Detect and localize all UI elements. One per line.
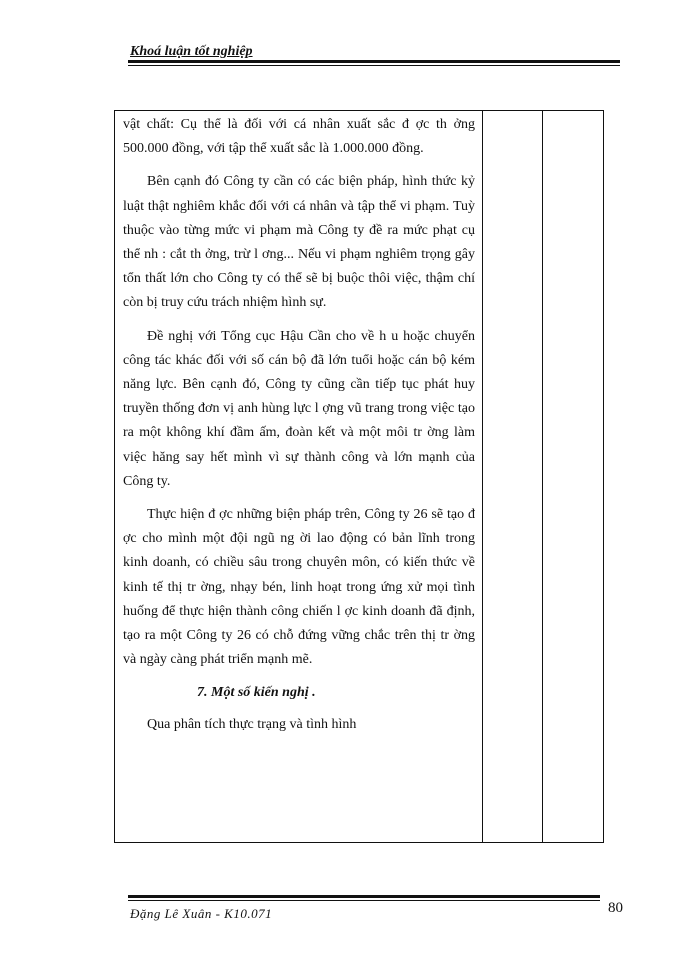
footer-rule-thin	[128, 900, 600, 901]
paragraph-5: Qua phân tích thực trạng và tình hình	[147, 716, 357, 732]
section-heading: 7. Một số kiến nghị .	[197, 685, 316, 701]
header-rule-thin	[128, 65, 620, 66]
header-rule-thick	[128, 60, 620, 63]
content-table	[114, 110, 604, 843]
paragraph-1: vật chất: Cụ thể là đối với cá nhân xuất sắc đ ợc th ởng 500.000 đồng, với tập thể xuất sắc là 1.000.000 đồng.	[123, 117, 475, 157]
paragraph-2: Bên cạnh đó Công ty cần có các biện pháp, hình thức kỷ luật thật nghiêm khắc đối với cá nhân và tập thể vi phạm. Tuỳ thuộc vào từng mức vi phạm mà Công ty đề ra mức phạt cụ thể nh : cắt th ởng, trừ l ơng... Nếu vi phạm nghiêm trọng gây tổn thất lớn cho Công ty có thể sẽ bị buộc thôi việc, thậm chí còn bị truy cứu trách nhiệm hình sự.	[123, 174, 475, 311]
footer-rule-thick	[128, 895, 600, 898]
column-divider-2	[542, 111, 543, 842]
footer-author: Đặng Lê Xuân - K10.071	[130, 906, 273, 921]
paragraph-3: Đề nghị với Tổng cục Hậu Cần cho về h u hoặc chuyển công tác khác đối với số cán bộ đã lớn tuổi hoặc cán bộ kém năng lực. Bên cạnh đó, Công ty cũng cần tiếp tục phát huy truyền thống đơn vị anh hùng lực l ợng vũ trang trong việc tạo ra một không khí đầm ấm, đoàn kết và một môi tr ờng làm việc hăng say hết mình vì sự thành công và lớn mạnh của Công ty.	[123, 328, 475, 489]
paragraph-4: Thực hiện đ ợc những biện pháp trên, Công ty 26 sẽ tạo đ ợc cho mình một đội ngũ ng ời lao động có bản lĩnh trong kinh doanh, có chiều sâu trong chuyên môn, có kiến thức về kinh tế thị tr ờng, nhạy bén, linh hoạt trong ứng xử mọi tình huống để thực hiện thành công chiến l ợc kinh doanh đã định, tạo ra một Công ty 26 có chỗ đứng vững chắc trên thị tr ờng và ngày càng phát triển mạnh mẽ.	[123, 507, 475, 668]
page-number: 80	[608, 900, 623, 916]
header-title: Khoá luận tốt nghiệp	[130, 44, 253, 59]
column-divider-1	[482, 111, 483, 842]
text-column	[123, 113, 475, 746]
